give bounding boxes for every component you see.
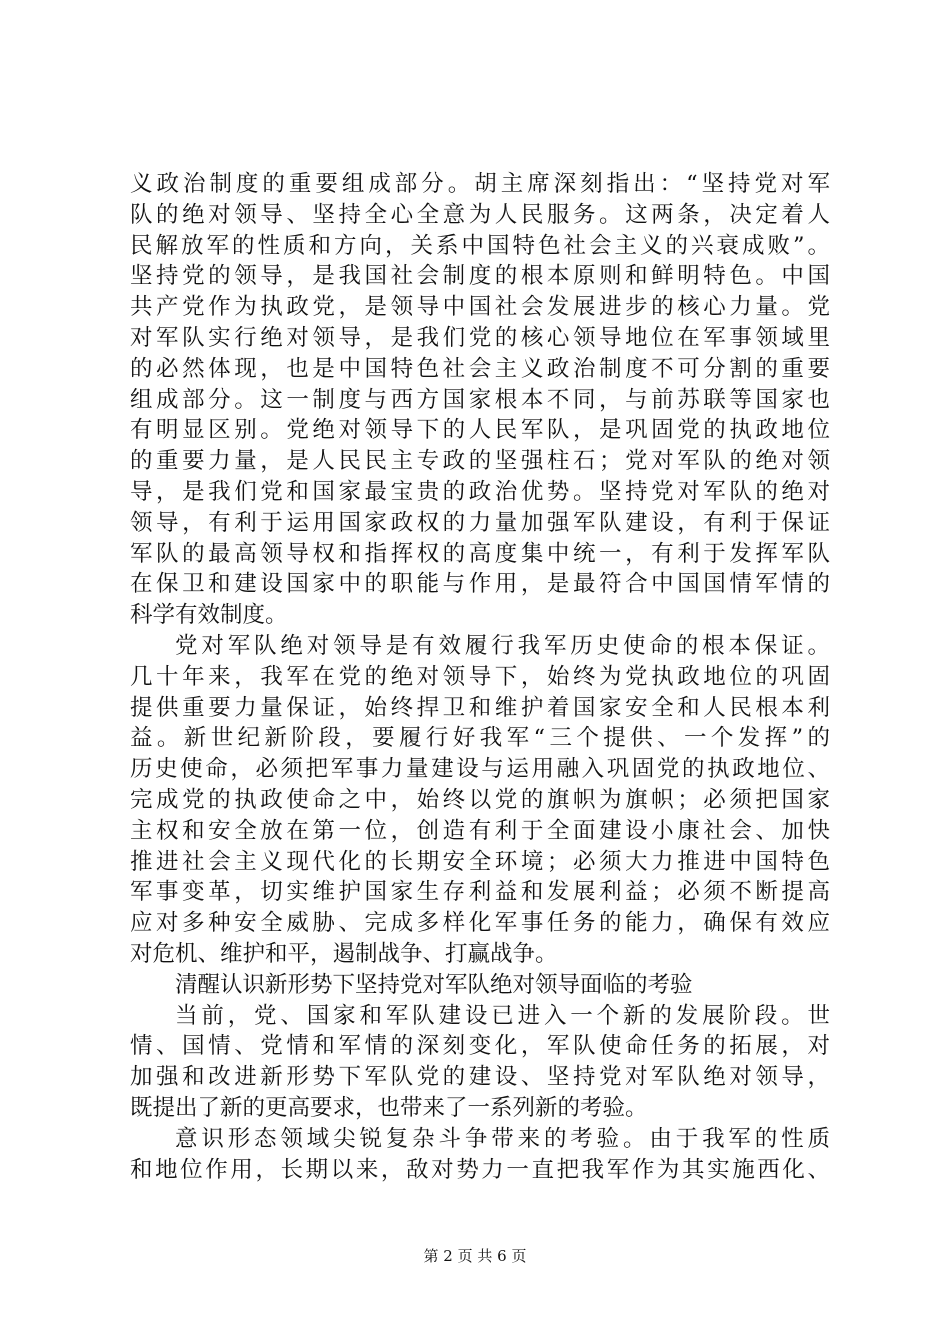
text-line: 对军队实行绝对领导，是我们党的核心领导地位在军事领域里 <box>130 324 830 351</box>
text-line: 导，是我们党和国家最宝贵的政治优势。坚持党对军队的绝对 <box>130 478 830 505</box>
text-line: 的重要力量，是人民民主专政的坚强柱石；党对军队的绝对领 <box>130 448 830 475</box>
text-line: 民解放军的性质和方向，关系中国特色社会主义的兴衰成败”。 <box>130 232 830 259</box>
text-line: 共产党作为执政党，是领导中国社会发展进步的核心力量。党 <box>130 294 830 321</box>
text-line: 有明显区别。党绝对领导下的人民军队，是巩固党的执政地位 <box>130 417 830 444</box>
document-body <box>130 169 830 1185</box>
text-line: 加强和改进新形势下军队党的建设、坚持党对军队绝对领导， <box>130 1064 830 1091</box>
section-heading: 清醒认识新形势下坚持党对军队绝对领导面临的考验 <box>175 971 693 998</box>
text-line: 情、国情、党情和军情的深刻变化，军队使命任务的拓展，对 <box>130 1033 830 1060</box>
text-line: 和地位作用，长期以来，敌对势力一直把我军作为其实施西化、 <box>130 1156 830 1183</box>
text-line: 军事变革，切实维护国家生存利益和发展利益；必须不断提高 <box>130 879 830 906</box>
text-line: 益。新世纪新阶段，要履行好我军“三个提供、一个发挥”的 <box>130 725 830 752</box>
paragraph-first-line: 当前，党、国家和军队建设已进入一个新的发展阶段。世 <box>175 1002 830 1029</box>
text-line: 坚持党的领导，是我国社会制度的根本原则和鲜明特色。中国 <box>130 263 830 290</box>
text-line: 的必然体现，也是中国特色社会主义政治制度不可分割的重要 <box>130 355 830 382</box>
text-line: 主权和安全放在第一位，创造有利于全面建设小康社会、加快 <box>130 817 830 844</box>
text-line: 推进社会主义现代化的长期安全环境；必须大力推进中国特色 <box>130 848 830 875</box>
text-line: 队的绝对领导、坚持全心全意为人民服务。这两条，决定着人 <box>130 201 830 228</box>
text-line: 领导，有利于运用国家政权的力量加强军队建设，有利于保证 <box>130 509 830 536</box>
text-line: 科学有效制度。 <box>130 602 288 629</box>
text-line: 对危机、维护和平，遏制战争、打赢战争。 <box>130 940 558 967</box>
paragraph-first-line: 意识形态领域尖锐复杂斗争带来的考验。由于我军的性质 <box>175 1125 830 1152</box>
text-line: 组成部分。这一制度与西方国家根本不同，与前苏联等国家也 <box>130 386 830 413</box>
text-line: 义政治制度的重要组成部分。胡主席深刻指出：“坚持党对军 <box>130 171 830 197</box>
text-line: 几十年来，我军在党的绝对领导下，始终为党执政地位的巩固 <box>130 663 830 690</box>
page-number-footer: 第 2 页 共 6 页 <box>423 1247 527 1265</box>
text-line: 提供重要力量保证，始终捍卫和维护着国家安全和人民根本利 <box>130 694 830 721</box>
text-line: 历史使命，必须把军事力量建设与运用融入巩固党的执政地位、 <box>130 756 830 783</box>
text-line: 既提出了新的更高要求，也带来了一系列新的考验。 <box>130 1094 648 1121</box>
text-line: 在保卫和建设国家中的职能与作用，是最符合中国国情军情的 <box>130 571 830 598</box>
paragraph-first-line: 党对军队绝对领导是有效履行我军历史使命的根本保证。 <box>175 632 830 659</box>
text-line: 军队的最高领导权和指挥权的高度集中统一，有利于发挥军队 <box>130 540 830 567</box>
text-line: 应对多种安全威胁、完成多样化军事任务的能力，确保有效应 <box>130 910 830 937</box>
text-line: 完成党的执政使命之中，始终以党的旗帜为旗帜；必须把国家 <box>130 786 830 813</box>
